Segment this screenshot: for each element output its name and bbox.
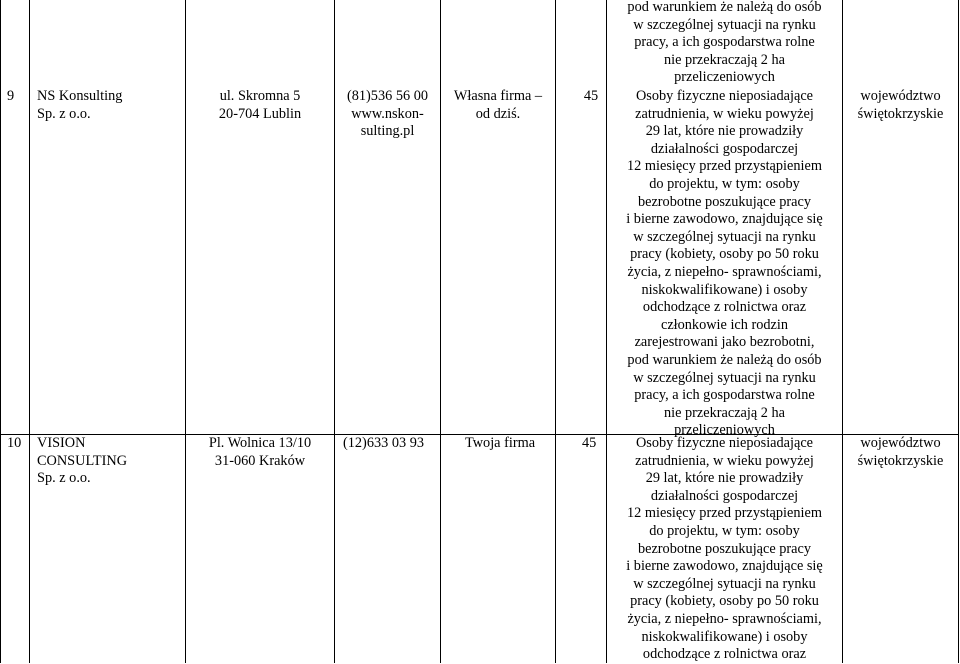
table-border-left — [0, 0, 1, 663]
firm-type: Własna firma – od dziś. — [453, 88, 543, 122]
firm-type: Twoja firma — [465, 435, 536, 451]
table-border-right — [958, 0, 959, 663]
company-name: NS Konsulting Sp. z o.o. — [37, 88, 123, 122]
company-address: Pl. Wolnica 13/10 31-060 Kraków — [208, 435, 312, 469]
company-contact: (81)536 56 00 www.nskon- sulting.pl — [346, 88, 428, 140]
region: województwo świętokrzyskie — [857, 88, 944, 122]
top-fragment-text: pod warunkiem że należą do osób w szczególnej sytuacji na rynku pracy, a ich gospodarstwa rolne nie przekraczają 2 ha przeliczeniowych — [627, 0, 822, 86]
region: województwo świętokrzyskie — [857, 435, 944, 469]
participant-count: 45 — [582, 435, 597, 451]
row-number: 9 — [7, 88, 15, 104]
column-divider — [29, 0, 30, 663]
company-contact: (12)633 03 93 — [343, 435, 425, 451]
company-name: VISION CONSULTING Sp. z o.o. — [37, 435, 128, 487]
row-number: 10 — [7, 435, 22, 451]
company-address: ul. Skromna 5 20-704 Lublin — [218, 88, 302, 122]
target-group-description: Osoby fizyczne nieposiadające zatrudnienia, w wieku powyżej 29 lat, które nie prowadziły działalności gospodarczej 12 miesięcy przed przystąpieniem do projektu, w tym: osoby bezrobotne poszukujące pracy i bierne zawodowo, znajdujące się w szczególnej sytuacji na rynku pracy (kobiety, osoby po 50 roku życia, z niepełno- sprawnościami, niskokwalifikowane) i osoby odchodzące z rolnictwa oraz — [626, 435, 823, 663]
target-group-description: Osoby fizyczne nieposiadające zatrudnienia, w wieku powyżej 29 lat, które nie prowadziły działalności gospodarczej 12 miesięcy przed przystąpieniem do projektu, w tym: osoby bezrobotne poszukujące pracy i bierne zawodowo, znajdujące się w szczególnej sytuacji na rynku pracy (kobiety, osoby po 50 roku życia, z niepełno- sprawnościami, niskokwalifikowane) i osoby odchodzące z rolnictwa oraz członkowie ich rodzin zarejestrowani jako bezrobotni, pod warunkiem że należą do osób w szczególnej sytuacji na rynku pracy, a ich gospodarstwa rolne nie przekraczają 2 ha przeliczeniowych — [626, 88, 823, 439]
participant-count: 45 — [583, 88, 599, 104]
